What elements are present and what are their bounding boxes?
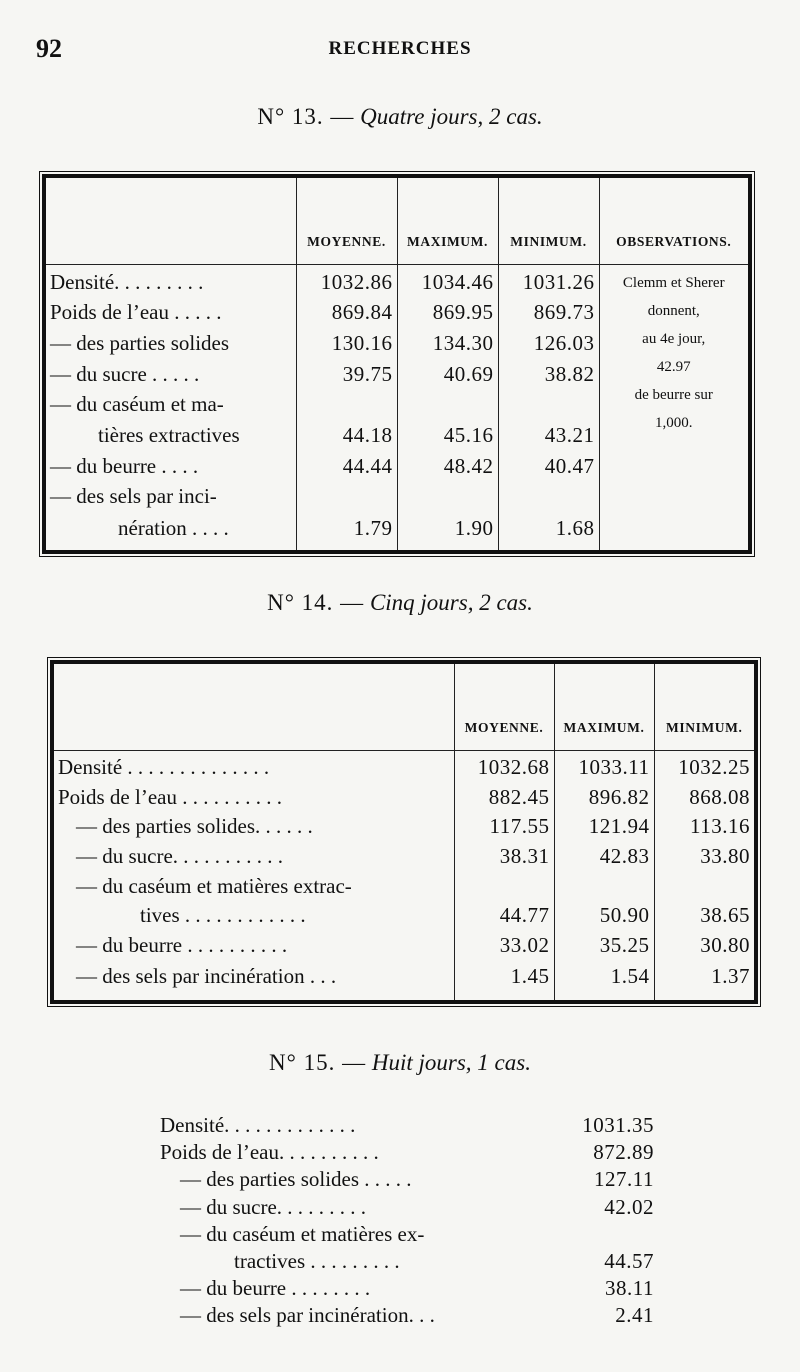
cell-minimum: 113.16 (654, 811, 754, 841)
cell-minimum: 869.73 (498, 296, 599, 327)
list-item (160, 1275, 660, 1302)
cell-moyenne: 44.18 (296, 418, 397, 449)
cell-maximum: 121.94 (554, 811, 654, 841)
cell-moyenne: 130.16 (296, 326, 397, 357)
row-label: — du beurre . . . . . . . . . . (76, 933, 288, 958)
row-label: — des parties solides. . . . . . (76, 814, 313, 839)
cell-minimum: 38.65 (654, 900, 754, 930)
table-13-col-observations: OBSERVATIONS. (599, 178, 748, 265)
cell-maximum: 1033.11 (554, 751, 654, 781)
table-14-col-moyenne: MOYENNE. (454, 664, 554, 751)
table-13-col-maximum: MAXIMUM. (397, 178, 498, 265)
cell-moyenne: 869.84 (296, 296, 397, 327)
cell-maximum: 1.90 (397, 510, 498, 550)
table-row (54, 840, 754, 870)
table-row (54, 751, 754, 781)
list-item (160, 1139, 660, 1166)
list-item (160, 1221, 660, 1248)
row-label: — des sels par incinération . . . (76, 964, 337, 988)
observation-line: Clemm et Sherer (622, 275, 725, 291)
row-label: — du sucre. . . . . . . . . (180, 1194, 367, 1219)
row-label: Densité. . . . . . . . . . . . . (160, 1113, 356, 1137)
cell-moyenne: 882.45 (454, 781, 554, 811)
running-head (0, 34, 800, 64)
table-13-col-moyenne: MOYENNE. (296, 178, 397, 265)
cell-maximum: 896.82 (554, 781, 654, 811)
cell-minimum: 30.80 (654, 929, 754, 959)
cell-minimum: 868.08 (654, 781, 754, 811)
cell-moyenne: 38.31 (454, 840, 554, 870)
cell-minimum: 1031.26 (498, 265, 599, 296)
table-row (54, 929, 754, 959)
cell-moyenne: 44.44 (296, 449, 397, 480)
table-row (54, 870, 754, 900)
table-14-stub-header (54, 664, 454, 751)
table-13-frame (42, 174, 752, 554)
cell-moyenne (454, 870, 554, 900)
table-row (54, 811, 754, 841)
table-14-col-minimum: MINIMUM. (654, 664, 754, 751)
cell-minimum: 1.37 (654, 959, 754, 1000)
list-item (160, 1166, 660, 1193)
list-item (160, 1302, 660, 1329)
cell-minimum: 33.80 (654, 840, 754, 870)
observations-cell (599, 265, 748, 551)
cell-minimum (654, 870, 754, 900)
row-label: — du sucre . . . . . (50, 361, 200, 386)
table-13-number: N° 13. — (257, 104, 355, 129)
table-13-col-minimum: MINIMUM. (498, 178, 599, 265)
observation-line: 42.97 (656, 359, 691, 375)
table-row (46, 265, 748, 296)
table-14 (54, 664, 754, 1000)
row-label: Poids de l’eau . . . . . . . . . . (58, 784, 282, 809)
row-label: — du beurre . . . . . . . . (180, 1276, 371, 1301)
row-label: — du beurre . . . . (50, 453, 199, 478)
cell-moyenne: 33.02 (454, 929, 554, 959)
cell-maximum: 35.25 (554, 929, 654, 959)
cell-minimum (498, 480, 599, 511)
observation-line: 1,000. (655, 415, 693, 431)
cell-moyenne: 44.77 (454, 900, 554, 930)
table-14-number: N° 14. — (267, 590, 365, 615)
cell-maximum: 42.83 (554, 840, 654, 870)
row-value: 872.89 (593, 1140, 654, 1165)
table-15-caption: Huit jours, 1 cas. (371, 1050, 531, 1075)
cell-moyenne: 1032.86 (296, 265, 397, 296)
cell-maximum (397, 480, 498, 511)
observation-line: au 4e jour, (642, 331, 706, 347)
cell-moyenne: 1.45 (454, 959, 554, 1000)
row-label: tractives . . . . . . . . . (234, 1248, 400, 1273)
cell-moyenne: 1032.68 (454, 751, 554, 781)
row-label: — des sels par inci- (50, 484, 217, 509)
table-row (54, 959, 754, 1000)
cell-minimum: 43.21 (498, 418, 599, 449)
row-value: 127.11 (594, 1167, 654, 1192)
cell-maximum (554, 870, 654, 900)
row-value: 42.02 (604, 1194, 654, 1219)
observation-line: donnent, (647, 303, 700, 319)
row-label: Poids de l’eau. . . . . . . . . . (160, 1140, 379, 1165)
cell-maximum: 50.90 (554, 900, 654, 930)
table-13-stub-header (46, 178, 296, 265)
list-item (160, 1112, 660, 1139)
table-15-title (0, 1050, 800, 1076)
cell-moyenne: 117.55 (454, 811, 554, 841)
table-13 (46, 178, 748, 550)
row-label: — des parties solides . . . . . (180, 1167, 412, 1192)
cell-moyenne (296, 480, 397, 511)
table-13-caption: Quatre jours, 2 cas. (360, 104, 543, 129)
row-label: — du caséum et ma- (50, 392, 224, 417)
table-14-title (0, 590, 800, 616)
cell-maximum: 1034.46 (397, 265, 498, 296)
table-14-caption: Cinq jours, 2 cas. (369, 590, 533, 615)
cell-minimum: 1.68 (498, 510, 599, 550)
table-15-list (160, 1112, 660, 1330)
cell-maximum: 40.69 (397, 357, 498, 388)
observation-line: de beurre sur (634, 387, 713, 403)
row-label: Densité . . . . . . . . . . . . . . (58, 754, 270, 779)
cell-maximum: 869.95 (397, 296, 498, 327)
cell-minimum: 1032.25 (654, 751, 754, 781)
cell-moyenne: 39.75 (296, 357, 397, 388)
cell-maximum: 48.42 (397, 449, 498, 480)
row-label: — du sucre. . . . . . . . . . . (76, 843, 284, 868)
row-label: tives . . . . . . . . . . . . (140, 903, 306, 928)
table-14-frame (50, 660, 758, 1004)
row-value: 2.41 (615, 1303, 654, 1328)
row-label: tières extractives (98, 422, 240, 447)
row-label: — des sels par incinération. . . (180, 1303, 435, 1328)
cell-moyenne: 1.79 (296, 510, 397, 550)
table-row (54, 900, 754, 930)
running-title: RECHERCHES (328, 38, 472, 59)
cell-minimum (498, 388, 599, 419)
table-13-title (0, 104, 800, 130)
list-item (160, 1248, 660, 1275)
list-item (160, 1194, 660, 1221)
page-number: 92 (36, 34, 62, 63)
row-label: — des parties solides (50, 330, 230, 355)
table-14-col-maximum: MAXIMUM. (554, 664, 654, 751)
cell-moyenne (296, 388, 397, 419)
cell-minimum: 40.47 (498, 449, 599, 480)
cell-maximum: 1.54 (554, 959, 654, 1000)
row-value: 1031.35 (582, 1113, 654, 1137)
cell-maximum: 45.16 (397, 418, 498, 449)
row-label: — du caséum et matières ex- (180, 1221, 425, 1246)
row-label: nération . . . . (118, 516, 229, 540)
cell-minimum: 38.82 (498, 357, 599, 388)
table-15-number: N° 15. — (269, 1050, 367, 1075)
row-label: — du caséum et matières extrac- (76, 873, 352, 898)
cell-maximum (397, 388, 498, 419)
row-label: Poids de l’eau . . . . . (50, 300, 222, 325)
cell-minimum: 126.03 (498, 326, 599, 357)
cell-maximum: 134.30 (397, 326, 498, 357)
row-value: 44.57 (604, 1248, 654, 1273)
table-row (54, 781, 754, 811)
row-label: Densité. . . . . . . . . (50, 269, 204, 294)
row-value: 38.11 (605, 1276, 654, 1301)
